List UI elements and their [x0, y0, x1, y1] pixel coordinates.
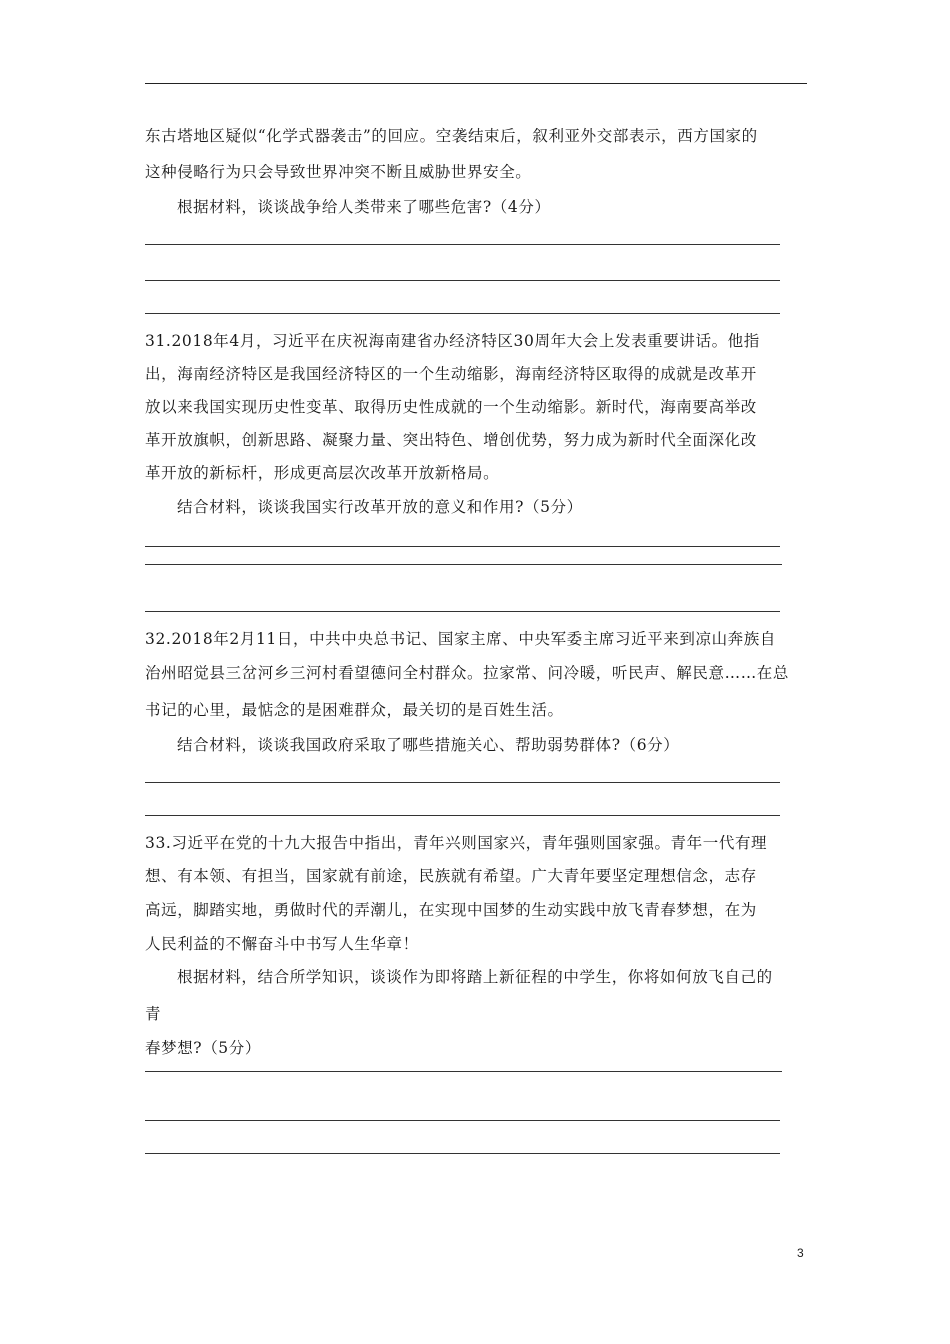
answer-line[interactable]	[145, 611, 780, 612]
answer-line[interactable]	[145, 546, 780, 547]
answer-line[interactable]	[145, 815, 780, 816]
q32-line-3: 书记的心里，最惦念的是困难群众，最关切的是百姓生活。	[145, 701, 564, 719]
answer-line[interactable]	[145, 280, 780, 281]
page-number: 3	[797, 1246, 804, 1260]
header-rule	[145, 83, 807, 84]
intro-line-2: 这种侵略行为只会导致世界冲突不断且威胁世界安全。	[145, 163, 532, 181]
q33-question-cont-2: 春梦想?（5分）	[145, 1039, 261, 1057]
q33-line-4: 人民利益的不懈奋斗中书写人生华章！	[145, 935, 419, 953]
answer-line[interactable]	[145, 1071, 782, 1072]
answer-line[interactable]	[145, 782, 780, 783]
q33-line-1: 33.习近平在党的十九大报告中指出，青年兴则国家兴，青年强则国家强。青年一代有理	[145, 834, 768, 852]
intro-question: 根据材料，谈谈战争给人类带来了哪些危害?（4分）	[177, 198, 551, 216]
intro-line-1: 东古塔地区疑似“化学式器袭击”的回应。空袭结束后，叙利亚外交部表示，西方国家的	[145, 127, 758, 145]
q33-question-cont-1: 青	[145, 1005, 162, 1023]
answer-line[interactable]	[145, 564, 782, 565]
q33-line-2: 想、有本领、有担当，国家就有前途，民族就有希望。广大青年要坚定理想信念，志存	[145, 867, 757, 885]
answer-line[interactable]	[145, 1153, 780, 1154]
q32-question: 结合材料，谈谈我国政府采取了哪些措施关心、帮助弱势群体?（6分）	[177, 736, 680, 754]
q31-question: 结合材料，谈谈我国实行改革开放的意义和作用?（5分）	[177, 498, 583, 516]
q31-line-3: 放以来我国实现历史性变革、取得历史性成就的一个生动缩影。新时代，海南要高举改	[145, 398, 757, 416]
q31-line-1: 31.2018年4月，习近平在庆祝海南建省办经济特区30周年大会上发表重要讲话。他指	[145, 332, 760, 350]
answer-line[interactable]	[145, 1120, 780, 1121]
q33-line-3: 高远，脚踏实地，勇做时代的弄潮儿，在实现中国梦的生动实践中放飞青春梦想，在为	[145, 901, 757, 919]
q31-line-5: 革开放的新标杆，形成更高层次改革开放新格局。	[145, 464, 500, 482]
answer-line[interactable]	[145, 244, 780, 245]
q32-line-2: 治州昭觉县三岔河乡三河村看望德问全村群众。拉家常、问冷暖，听民声、解民意……在总	[145, 664, 790, 682]
answer-line[interactable]	[145, 313, 780, 314]
q33-question: 根据材料，结合所学知识，谈谈作为即将踏上新征程的中学生，你将如何放飞自己的	[177, 968, 773, 986]
q32-line-1: 32.2018年2月11日，中共中央总书记、国家主席、中央军委主席习近平来到凉山奔族自	[145, 630, 776, 648]
q31-line-4: 革开放旗帜，创新思路、凝聚力量、突出特色、增创优势，努力成为新时代全面深化改	[145, 431, 757, 449]
q31-line-2: 出，海南经济特区是我国经济特区的一个生动缩影，海南经济特区取得的成就是改革开	[145, 365, 757, 383]
